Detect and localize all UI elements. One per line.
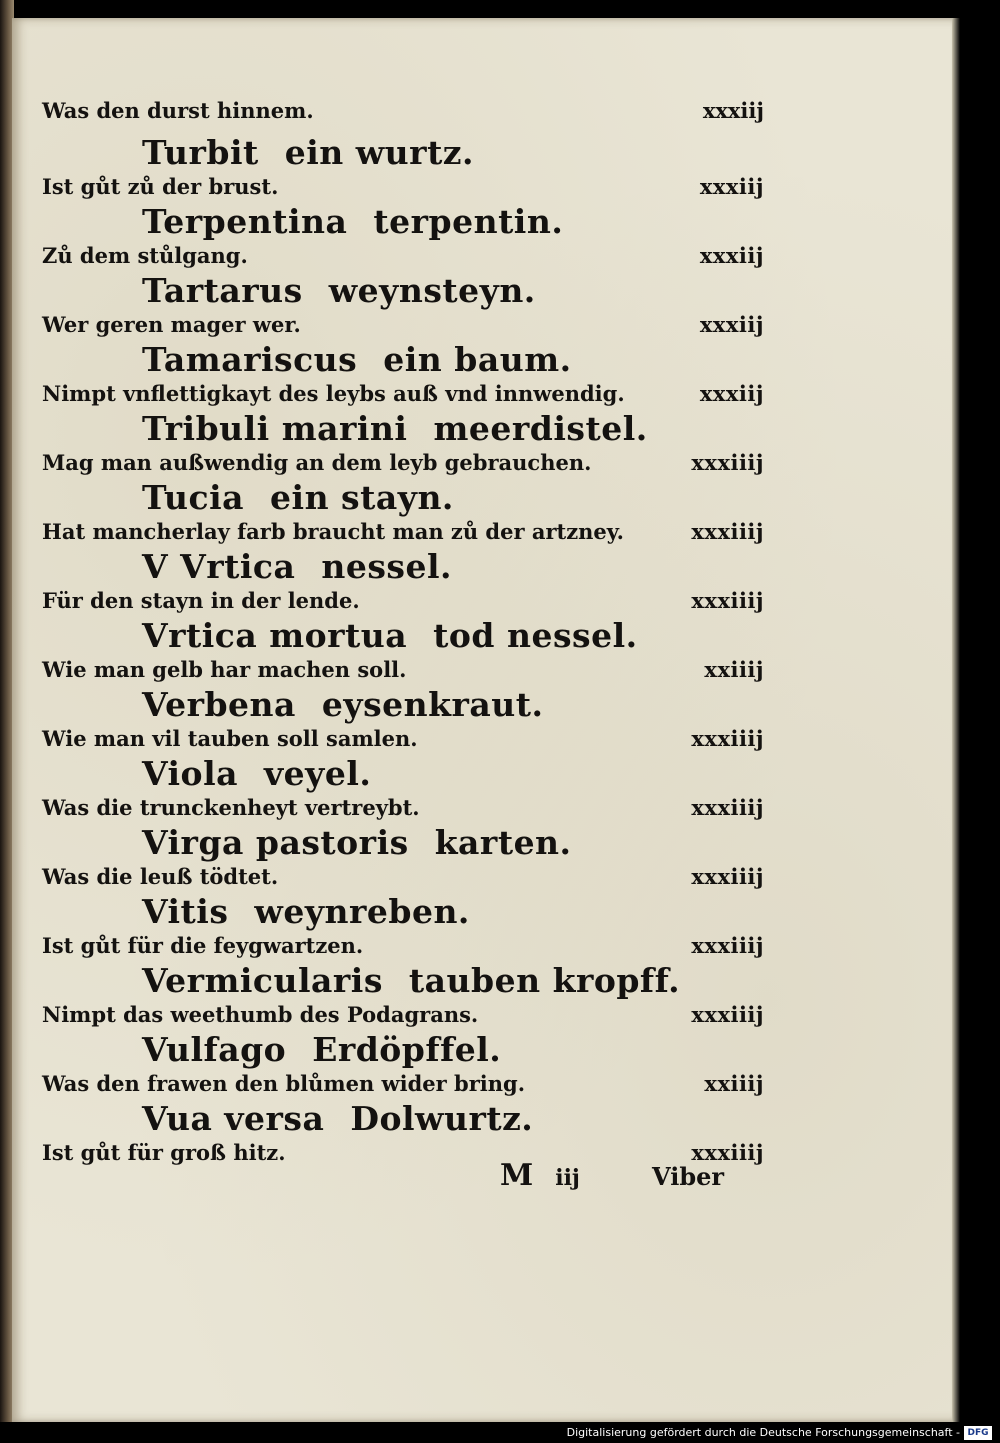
entry-line [42,1069,772,1099]
entry-description: Zů dem stůlgang. [42,243,248,268]
entry-line [42,586,772,616]
german-name: tauben kropff. [408,961,681,1000]
entry-line [42,241,772,271]
entry-heading [142,962,680,1000]
entry-heading [142,1100,533,1138]
latin-name: Vrtica mortua [142,616,408,655]
register-entry [42,755,772,824]
register-entry [42,479,772,548]
entry-heading [142,1031,501,1069]
entry-description: Was den frawen den blůmen wider bring. [42,1071,526,1096]
german-name: nessel. [321,547,453,586]
register-entry [42,962,772,1031]
entry-description: Nimpt vnflettigkayt des leybs auß vnd innwendig. [42,381,625,406]
register-entry [42,134,772,203]
latin-name: Viola [142,754,238,793]
latin-name: Virga pastoris [142,823,409,862]
entry-heading [142,824,572,862]
signature-mark [500,1158,580,1193]
entry-heading [142,341,572,379]
german-name: meerdistel. [433,409,648,448]
entry-description: Mag man außwendig an dem leyb gebrauchen. [42,450,592,475]
entry-line [42,724,772,754]
entry-folio: xxxiiij [691,588,764,613]
register-entry [42,272,772,341]
entry-description: Wie man vil tauben soll samlen. [42,726,418,751]
register-entry [42,824,772,893]
entry-description: Ist gůt zů der brust. [42,174,279,199]
entry-description: Ist gůt für groß hitz. [42,1140,286,1165]
entry-description: Was den durst hinnem. [42,98,314,123]
entry-heading [142,755,371,793]
register-list [42,96,772,1169]
entry-description: Wer geren mager wer. [42,312,301,337]
dfg-logo: DFG [964,1426,992,1440]
entry-description: Was die trunckenheyt vertreybt. [42,795,420,820]
entry-description: Hat mancherlay farb braucht man zů der artzney. [42,519,624,544]
latin-name: Vulfago [142,1030,287,1069]
latin-name: Vermicularis [142,961,383,1000]
entry-line [42,448,772,478]
credit-bar [0,1424,1000,1443]
entry-folio: xxxiiij [691,1140,764,1165]
entry-folio: xxxiiij [691,519,764,544]
german-name: weynreben. [254,892,470,931]
entry-folio: xxxiij [699,312,764,337]
entry-folio: xxxiiij [691,1002,764,1027]
german-name: weynsteyn. [328,271,536,310]
entry-description: Nimpt das weethumb des Podagrans. [42,1002,479,1027]
german-name: Erdöpffel. [312,1030,502,1069]
register-entry [42,410,772,479]
german-name: tod nessel. [433,616,638,655]
entry-line [42,172,772,202]
register-entry [42,1031,772,1100]
register-entry [42,893,772,962]
entry-line [42,655,772,685]
german-name: ein stayn. [270,478,454,517]
entry-folio: xxxiiij [691,450,764,475]
latin-name: Verbena [142,685,296,724]
entry-folio: xxiiij [704,1071,764,1096]
german-name: karten. [434,823,572,862]
entry-description: Ist gůt für die feygwartzen. [42,933,364,958]
page-footer [12,1158,772,1192]
entry-heading [142,203,563,241]
german-name: terpentin. [373,202,564,241]
german-name: ein wurtz. [284,133,475,172]
signature-number: iij [555,1165,580,1191]
german-name: Dolwurtz. [350,1099,534,1138]
signature-letter: M [500,1158,534,1193]
register-entry [42,686,772,755]
entry-folio: xxiiij [704,657,764,682]
latin-name: Tamariscus [142,340,358,379]
entry-folio: xxxiij [702,98,764,123]
page-edge-shadow [952,18,960,1422]
german-name: ein baum. [383,340,572,379]
entry-line [42,379,772,409]
entry-folio: xxxiiij [691,795,764,820]
german-name: eysenkraut. [321,685,544,724]
entry-line [42,310,772,340]
german-name: veyel. [264,754,372,793]
latin-name: Tartarus [142,271,303,310]
entry-heading [142,410,648,448]
entry-heading [142,548,452,586]
latin-name: V Vrtica [142,547,296,586]
entry-folio: xxxiij [699,174,764,199]
latin-name: Vitis [142,892,229,931]
entry-description: Für den stayn in der lende. [42,588,360,613]
entry-line [42,931,772,961]
credit-text: Digitalisierung gefördert durch die Deutsche Forschungsgemeinschaft - [566,1426,960,1439]
entry-line [42,862,772,892]
register-entry [42,341,772,410]
latin-name: Tucia [142,478,245,517]
entry-heading [142,479,454,517]
entry-heading [142,893,470,931]
entry-heading [142,686,544,724]
book-page [12,18,956,1422]
entry-folio: xxxiij [699,381,764,406]
entry-heading [142,134,474,172]
entry-folio: xxxiij [699,243,764,268]
first-entry-line [42,96,772,126]
entry-description: Wie man gelb har machen soll. [42,657,407,682]
entry-folio: xxxiiij [691,864,764,889]
latin-name: Vua versa [142,1099,325,1138]
entry-list [42,134,772,1169]
entry-folio: xxxiiij [691,933,764,958]
latin-name: Terpentina [142,202,348,241]
register-entry [42,548,772,617]
entry-folio: xxxiiij [691,726,764,751]
entry-line [42,793,772,823]
entry-description: Was die leuß tödtet. [42,864,279,889]
latin-name: Tribuli marini [142,409,408,448]
entry-heading [142,617,638,655]
entry-line [42,1000,772,1030]
register-entry [42,203,772,272]
entry-line [42,517,772,547]
latin-name: Turbit [142,133,259,172]
catchword: Viber [652,1162,725,1191]
entry-heading [142,272,536,310]
register-entry [42,617,772,686]
